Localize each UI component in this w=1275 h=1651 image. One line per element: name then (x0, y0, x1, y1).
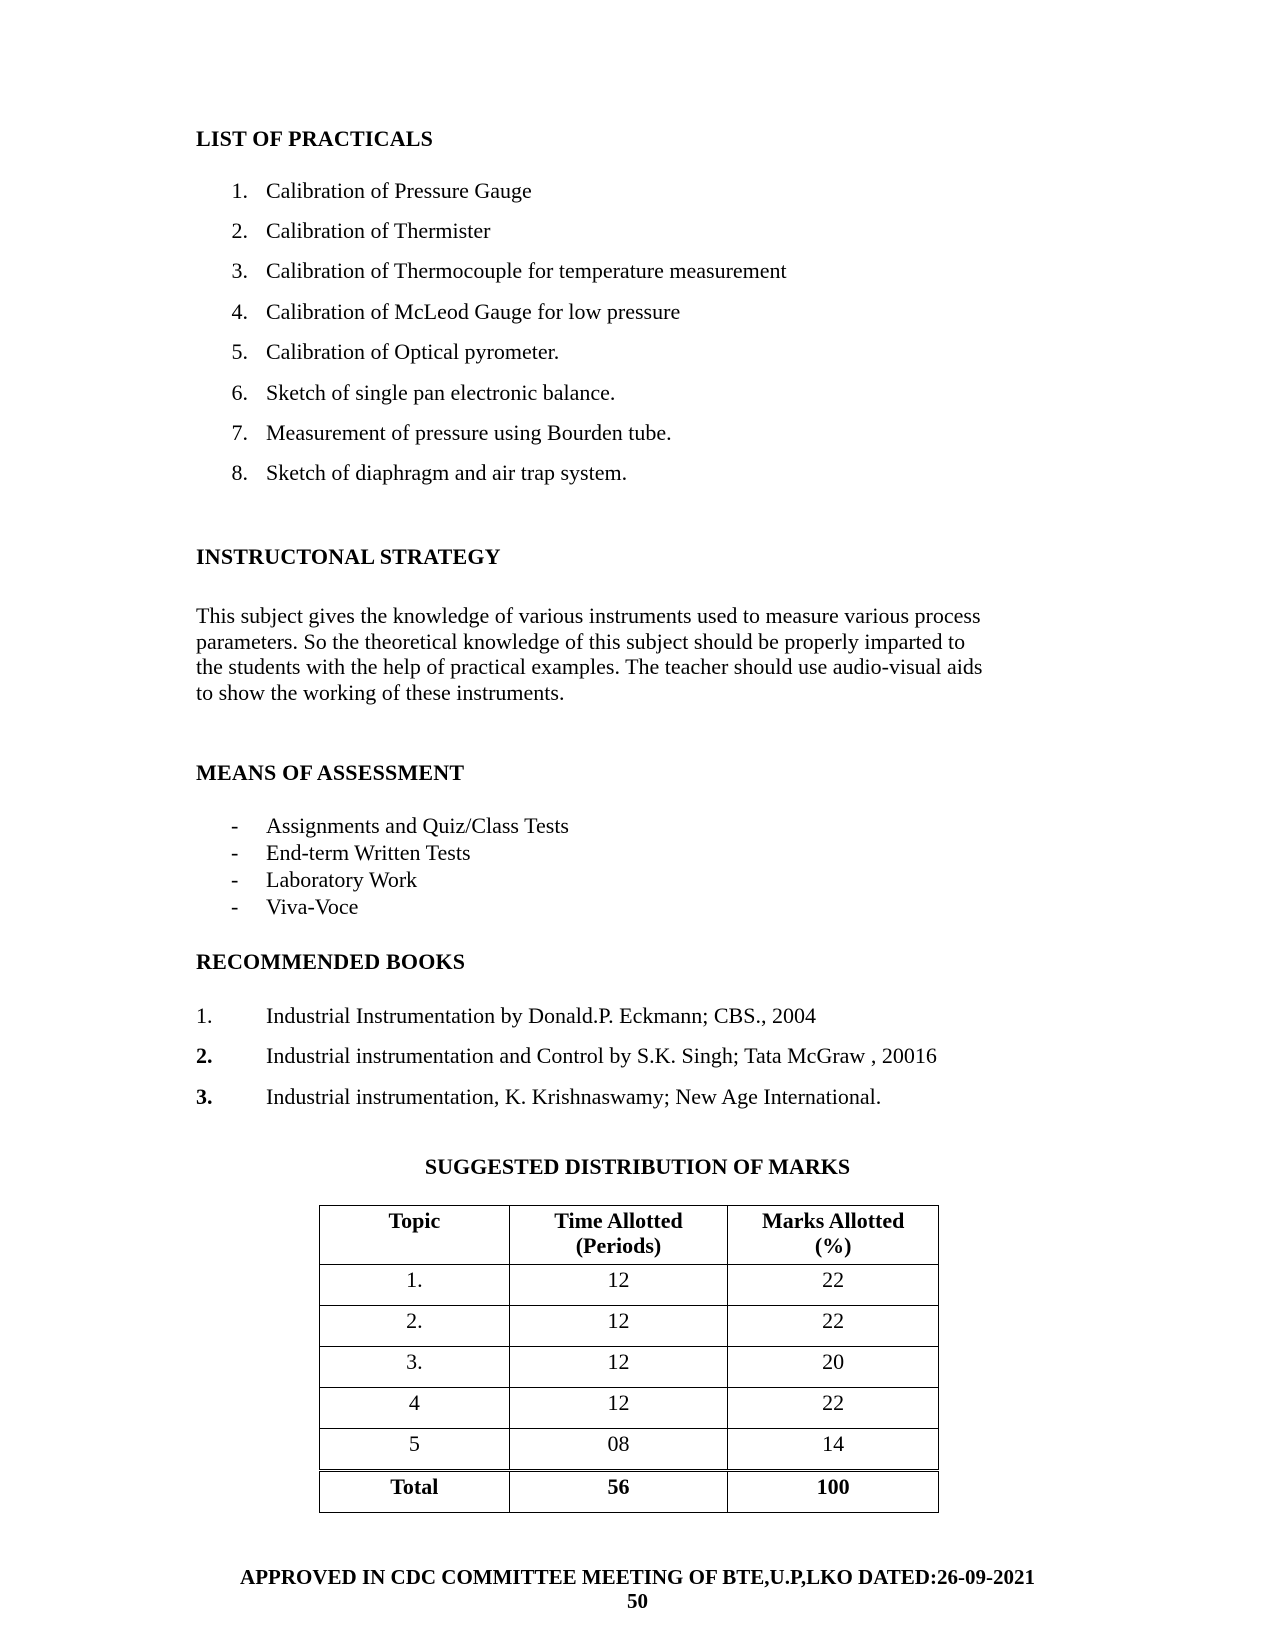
cell-total-label: Total (320, 1471, 510, 1513)
bullet-dash: - (231, 813, 239, 838)
paragraph-line: the students with the help of practical examples. The teacher should use audio-visual aids (196, 654, 983, 679)
list-item-text: Sketch of diaphragm and air trap system. (266, 460, 628, 485)
books-heading: RECOMMENDED BOOKS (196, 949, 466, 974)
list-item-number: 2. (231, 218, 248, 243)
list-item-text: Calibration of Thermocouple for temperature measurement (266, 258, 787, 283)
page-number: 50 (627, 1589, 648, 1613)
list-item-text: Calibration of Thermister (266, 218, 491, 243)
cell-topic: 2. (320, 1306, 510, 1347)
cell-marks: 22 (728, 1306, 939, 1347)
paragraph-line: parameters. So the theoretical knowledge of this subject should be properly imparted to (196, 628, 966, 654)
list-item-text: Industrial instrumentation and Control by S.K. Singh; Tata McGraw , 20016 (266, 1043, 937, 1068)
column-header-marks (728, 1206, 939, 1265)
table-header-row (320, 1206, 939, 1265)
table-row (320, 1347, 939, 1388)
marks-table (319, 1205, 939, 1513)
paragraph-line: This subject gives the knowledge of various instruments used to measure various process (196, 603, 981, 628)
list-item-number: 4. (231, 299, 248, 324)
bullet-dash: - (231, 894, 239, 919)
practicals-heading: LIST OF PRACTICALS (196, 126, 434, 151)
list-item-text: Viva-Voce (266, 894, 359, 919)
cell-topic: 3. (320, 1347, 510, 1388)
cell-time: 08 (509, 1429, 728, 1471)
cell-topic: 5 (320, 1429, 510, 1471)
list-item-number: 3. (196, 1084, 213, 1109)
bullet-dash: - (231, 840, 239, 865)
header-line: Topic (388, 1208, 441, 1233)
list-item-text: Assignments and Quiz/Class Tests (266, 813, 569, 838)
cell-time: 12 (509, 1388, 728, 1429)
cell-time: 12 (509, 1306, 728, 1347)
list-item-number: 2. (196, 1043, 213, 1068)
list-item-text: Industrial Instrumentation by Donald.P. Eckmann; CBS., 2004 (266, 1003, 816, 1028)
cell-marks: 22 (728, 1388, 939, 1429)
list-item-text: Laboratory Work (266, 867, 418, 892)
cell-topic: 4 (320, 1388, 510, 1429)
list-item-text: Calibration of Optical pyrometer. (266, 339, 560, 364)
paragraph-line: to show the working of these instruments. (196, 679, 565, 705)
approval-footer: APPROVED IN CDC COMMITTEE MEETING OF BTE,U.P,LKO DATED:26-09-2021 (240, 1565, 1035, 1589)
column-header-time (509, 1206, 728, 1265)
list-item-text: Calibration of McLeod Gauge for low pressure (266, 299, 681, 324)
table-row (320, 1306, 939, 1347)
header-line: Time Allotted (554, 1208, 683, 1233)
list-item-text: Sketch of single pan electronic balance. (266, 380, 616, 405)
list-item-number: 1. (231, 178, 248, 203)
header-line: (%) (814, 1233, 852, 1258)
strategy-heading: INSTRUCTONAL STRATEGY (196, 544, 501, 569)
marks-table-title: SUGGESTED DISTRIBUTION OF MARKS (424, 1154, 851, 1179)
cell-marks: 20 (728, 1347, 939, 1388)
cell-topic: 1. (320, 1265, 510, 1306)
list-item-text: Measurement of pressure using Bourden tube. (266, 420, 672, 445)
bullet-dash: - (231, 867, 239, 892)
list-item-number: 7. (231, 420, 248, 445)
list-item-number: 3. (231, 258, 248, 283)
assessment-heading: MEANS OF ASSESSMENT (196, 760, 465, 785)
list-item-number: 8. (231, 460, 248, 485)
header-line: Marks Allotted (761, 1208, 905, 1233)
table-row (320, 1265, 939, 1306)
column-header-topic (320, 1206, 510, 1265)
header-line: (Periods) (575, 1233, 662, 1258)
list-item-text: Calibration of Pressure Gauge (266, 178, 532, 203)
table-row (320, 1388, 939, 1429)
table-row (320, 1429, 939, 1471)
list-item-text: Industrial instrumentation, K. Krishnaswamy; New Age International. (266, 1084, 882, 1109)
strategy-paragraph (196, 603, 1066, 705)
cell-time: 12 (509, 1265, 728, 1306)
cell-time: 12 (509, 1347, 728, 1388)
list-item-number: 1. (196, 1003, 213, 1028)
list-item-number: 6. (231, 380, 248, 405)
table-total-row (320, 1471, 939, 1513)
cell-marks: 22 (728, 1265, 939, 1306)
list-item-number: 5. (231, 339, 248, 364)
cell-total-time: 56 (509, 1471, 728, 1513)
cell-marks: 14 (728, 1429, 939, 1471)
cell-total-marks: 100 (728, 1471, 939, 1513)
list-item-text: End-term Written Tests (266, 840, 471, 865)
